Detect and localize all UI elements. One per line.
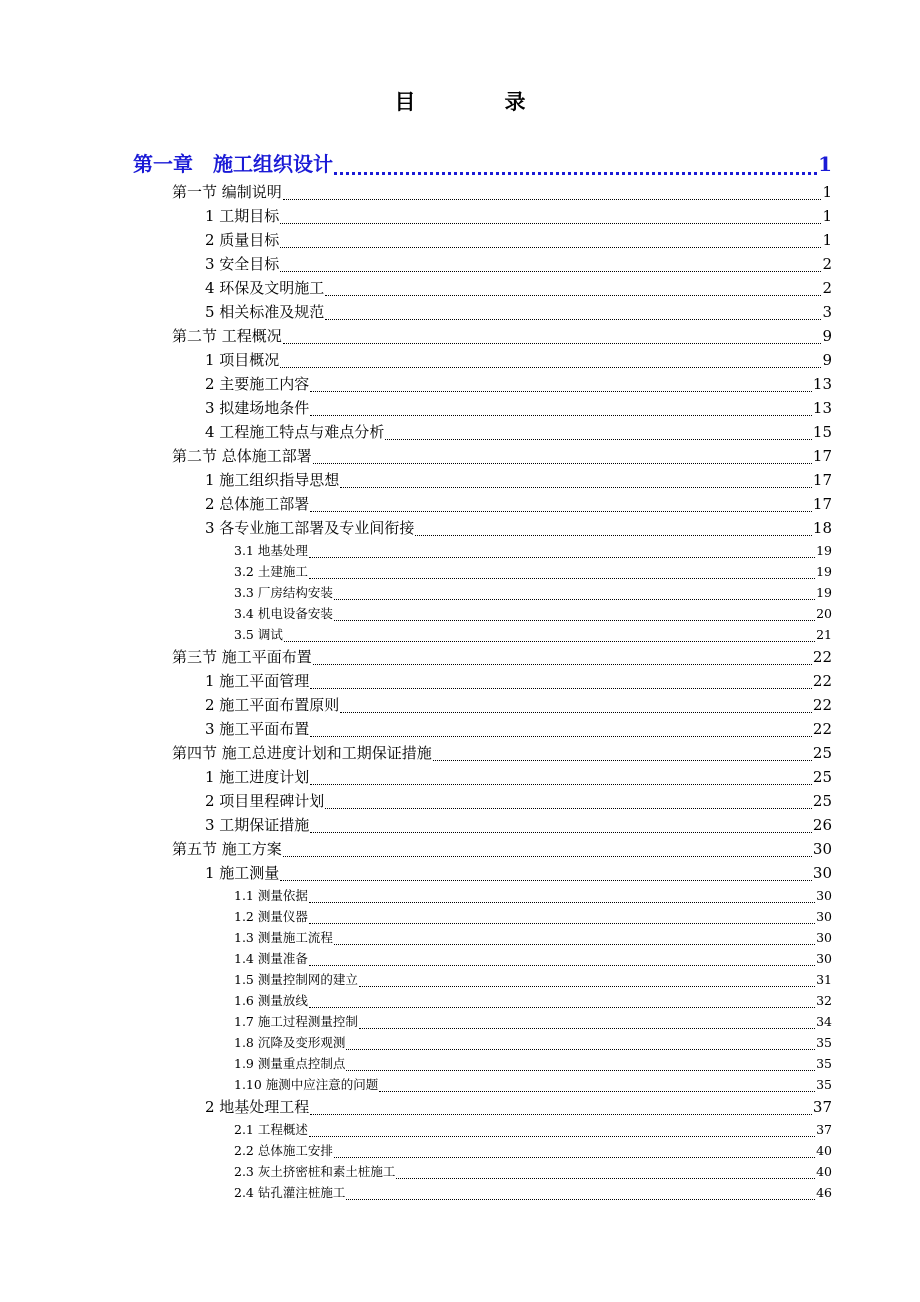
toc-entry-page: 30 xyxy=(816,909,832,924)
toc-entry-label: 1 施工平面管理 xyxy=(205,672,310,690)
toc-entry-level-2[interactable] xyxy=(205,276,832,300)
toc-entry-level-2[interactable] xyxy=(205,252,832,276)
toc-entry-page: 13 xyxy=(812,399,832,417)
toc-entry-label: 1.4 测量准备 xyxy=(234,951,308,966)
toc-dot-leader xyxy=(346,1198,815,1200)
toc-entry-level-3[interactable] xyxy=(234,1011,832,1032)
toc-entry-label: 5 相关标准及规范 xyxy=(205,303,325,321)
toc-entry-label: 3.2 土建施工 xyxy=(234,564,308,579)
toc-entry-level-1[interactable] xyxy=(172,741,832,765)
toc-entry-level-2[interactable] xyxy=(205,669,832,693)
toc-entry-label: 2 施工平面布置原则 xyxy=(205,696,340,714)
toc-entry-label: 1 施工组织指导思想 xyxy=(205,471,340,489)
toc-entry-level-3[interactable] xyxy=(234,1119,832,1140)
toc-entry-level-2[interactable] xyxy=(205,813,832,837)
toc-entry-level-3[interactable] xyxy=(234,603,832,624)
toc-entry-page: 30 xyxy=(816,888,832,903)
toc-entry-label: 4 环保及文明施工 xyxy=(205,279,325,297)
toc-dot-leader xyxy=(280,270,821,272)
toc-dot-leader xyxy=(396,1177,815,1179)
toc-entry-page: 26 xyxy=(812,816,832,834)
toc-dot-leader xyxy=(334,943,815,945)
toc-entry-level-3[interactable] xyxy=(234,624,832,645)
toc-entry-level-3[interactable] xyxy=(234,1032,832,1053)
toc-entry-page: 17 xyxy=(812,471,832,489)
toc-entry-page: 17 xyxy=(812,447,832,465)
toc-dot-leader xyxy=(309,964,815,966)
toc-entry-page: 35 xyxy=(816,1035,832,1050)
toc-entry-page: 19 xyxy=(816,564,832,579)
toc-entry-page: 31 xyxy=(816,972,832,987)
toc-dot-leader xyxy=(309,556,815,558)
toc-entry-label: 1.2 测量仪器 xyxy=(234,909,308,924)
toc-entry-level-3[interactable] xyxy=(234,1182,832,1203)
toc-entry-label: 3 安全目标 xyxy=(205,255,280,273)
toc-entry-page: 46 xyxy=(816,1185,832,1200)
toc-entry-page: 13 xyxy=(812,375,832,393)
toc-entry-level-3[interactable] xyxy=(234,906,832,927)
toc-dot-leader xyxy=(310,510,812,512)
toc-entry-label: 3.5 调试 xyxy=(234,627,283,642)
toc-entry-page: 1 xyxy=(822,183,832,201)
toc-dot-leader xyxy=(359,1027,815,1029)
toc-dot-leader xyxy=(280,246,821,248)
toc-entry-label: 2 地基处理工程 xyxy=(205,1098,310,1116)
toc-entry-level-0[interactable] xyxy=(133,148,832,180)
toc-dot-leader xyxy=(334,619,815,621)
toc-entry-label: 2 主要施工内容 xyxy=(205,375,310,393)
toc-dot-leader xyxy=(313,462,812,464)
toc-entry-level-1[interactable] xyxy=(172,180,832,204)
toc-dot-leader xyxy=(310,831,812,833)
toc-dot-leader xyxy=(309,1135,815,1137)
toc-dot-leader xyxy=(283,198,822,200)
toc-dot-leader xyxy=(313,663,812,665)
toc-entry-label: 第三节 施工平面布置 xyxy=(172,648,312,666)
toc-entry-label: 1 项目概况 xyxy=(205,351,280,369)
toc-entry-label: 2.3 灰土挤密桩和素土桩施工 xyxy=(234,1164,396,1179)
toc-entry-label: 3 各专业施工部署及专业间衔接 xyxy=(205,519,415,537)
toc-dot-leader xyxy=(334,598,815,600)
toc-entry-level-3[interactable] xyxy=(234,540,832,561)
toc-entry-page: 3 xyxy=(822,303,832,321)
toc-entry-page: 32 xyxy=(816,993,832,1008)
toc-entry-level-2[interactable] xyxy=(205,348,832,372)
toc-dot-leader xyxy=(385,438,812,440)
toc-dot-leader xyxy=(359,985,815,987)
toc-entry-page: 37 xyxy=(812,1098,832,1116)
toc-entry-label: 1.5 测量控制网的建立 xyxy=(234,972,358,987)
toc-entry-label: 3 施工平面布置 xyxy=(205,720,310,738)
toc-dot-leader xyxy=(346,1048,815,1050)
toc-dot-leader xyxy=(325,294,821,296)
toc-entry-page: 1 xyxy=(822,207,832,225)
toc-dot-leader xyxy=(340,486,812,488)
toc-entry-level-3[interactable] xyxy=(234,885,832,906)
toc-entry-page: 34 xyxy=(816,1014,832,1029)
toc-entry-label: 1 施工测量 xyxy=(205,864,280,882)
toc-dot-leader xyxy=(334,1156,815,1158)
toc-entry-label: 1.6 测量放线 xyxy=(234,993,308,1008)
toc-entry-level-3[interactable] xyxy=(234,948,832,969)
toc-entry-label: 2.1 工程概述 xyxy=(234,1122,308,1137)
toc-dot-leader xyxy=(433,759,812,761)
toc-dot-leader xyxy=(280,222,821,224)
toc-entry-label: 2 总体施工部署 xyxy=(205,495,310,513)
toc-entry-level-1[interactable] xyxy=(172,645,832,669)
toc-entry-page: 30 xyxy=(812,864,832,882)
toc-dot-leader xyxy=(310,687,812,689)
toc-dot-leader xyxy=(309,1006,815,1008)
toc-entry-page: 2 xyxy=(822,255,832,273)
toc-entry-level-3[interactable] xyxy=(234,927,832,948)
toc-entry-label: 1.7 施工过程测量控制 xyxy=(234,1014,358,1029)
toc-entry-page: 35 xyxy=(816,1056,832,1071)
toc-entry-level-1[interactable] xyxy=(172,837,832,861)
toc-title: 目 录 xyxy=(394,89,560,114)
toc-entry-page: 25 xyxy=(812,744,832,762)
toc-dot-leader xyxy=(280,879,812,881)
toc-entry-level-2[interactable] xyxy=(205,204,832,228)
toc-dot-leader xyxy=(325,807,812,809)
toc-dot-leader xyxy=(309,922,815,924)
toc-entry-level-2[interactable] xyxy=(205,420,832,444)
toc-entry-level-2[interactable] xyxy=(205,861,832,885)
toc-entry-label: 2.4 钻孔灌注桩施工 xyxy=(234,1185,346,1200)
toc-entry-label: 第四节 施工总进度计划和工期保证措施 xyxy=(172,744,432,762)
toc-entry-label: 1 施工进度计划 xyxy=(205,768,310,786)
toc-dot-leader xyxy=(334,171,817,175)
toc-entry-page: 15 xyxy=(812,423,832,441)
toc-entry-label: 2 项目里程碑计划 xyxy=(205,792,325,810)
toc-entry-label: 3 工期保证措施 xyxy=(205,816,310,834)
toc-entry-page: 37 xyxy=(816,1122,832,1137)
toc-dot-leader xyxy=(310,783,812,785)
toc-dot-leader xyxy=(280,366,821,368)
toc-dot-leader xyxy=(310,390,812,392)
toc-entry-level-3[interactable] xyxy=(234,1074,832,1095)
toc-dot-leader xyxy=(325,318,821,320)
toc-entry-page: 2 xyxy=(822,279,832,297)
toc-dot-leader xyxy=(309,577,815,579)
toc-entry-level-1[interactable] xyxy=(172,324,832,348)
toc-entry-level-2[interactable] xyxy=(205,468,832,492)
toc-entry-level-3[interactable] xyxy=(234,561,832,582)
toc-entry-page: 22 xyxy=(812,672,832,690)
toc-entry-page: 30 xyxy=(816,930,832,945)
toc-entry-page: 19 xyxy=(816,585,832,600)
toc-entry-page: 1 xyxy=(818,152,832,176)
toc-entry-level-3[interactable] xyxy=(234,1161,832,1182)
toc-entry-label: 1 工期目标 xyxy=(205,207,280,225)
toc-entry-label: 第一章 施工组织设计 xyxy=(133,152,333,176)
toc-entry-page: 22 xyxy=(812,648,832,666)
toc-entry-level-2[interactable] xyxy=(205,717,832,741)
toc-dot-leader xyxy=(310,735,812,737)
toc-entry-label: 3 拟建场地条件 xyxy=(205,399,310,417)
toc-entry-page: 9 xyxy=(822,351,832,369)
toc-entry-level-3[interactable] xyxy=(234,1053,832,1074)
toc-entry-page: 21 xyxy=(816,627,832,642)
toc-entry-label: 1.1 测量依据 xyxy=(234,888,308,903)
toc-entry-page: 35 xyxy=(816,1077,832,1092)
toc-entry-label: 1.9 测量重点控制点 xyxy=(234,1056,346,1071)
toc-entry-page: 1 xyxy=(822,231,832,249)
toc-entry-label: 第一节 编制说明 xyxy=(172,183,282,201)
toc-entry-label: 4 工程施工特点与难点分析 xyxy=(205,423,385,441)
toc-dot-leader xyxy=(340,711,812,713)
toc-entry-page: 22 xyxy=(812,696,832,714)
toc-entry-level-2[interactable] xyxy=(205,693,832,717)
toc-entry-label: 1.10 施测中应注意的问题 xyxy=(234,1077,379,1092)
toc-entry-page: 40 xyxy=(816,1143,832,1158)
toc-entry-level-2[interactable] xyxy=(205,516,832,540)
toc-entry-label: 第五节 施工方案 xyxy=(172,840,282,858)
toc-entry-label: 2.2 总体施工安排 xyxy=(234,1143,333,1158)
toc-entry-level-2[interactable] xyxy=(205,492,832,516)
toc-entry-label: 3.3 厂房结构安装 xyxy=(234,585,333,600)
toc-entry-level-3[interactable] xyxy=(234,1140,832,1161)
toc-entry-label: 2 质量目标 xyxy=(205,231,280,249)
toc-entry-level-1[interactable] xyxy=(172,444,832,468)
toc-entry-page: 30 xyxy=(812,840,832,858)
toc-entry-label: 1.8 沉降及变形观测 xyxy=(234,1035,346,1050)
toc-entry-label: 1.3 测量施工流程 xyxy=(234,930,333,945)
toc-entry-level-2[interactable] xyxy=(205,372,832,396)
toc-entry-level-2[interactable] xyxy=(205,765,832,789)
toc-dot-leader xyxy=(283,342,822,344)
toc-entry-level-3[interactable] xyxy=(234,582,832,603)
toc-entry-page: 9 xyxy=(822,327,832,345)
toc-dot-leader xyxy=(310,414,812,416)
toc-entry-level-3[interactable] xyxy=(234,969,832,990)
toc-entry-page: 19 xyxy=(816,543,832,558)
toc-entry-page: 30 xyxy=(816,951,832,966)
toc-dot-leader xyxy=(309,901,815,903)
toc-dot-leader xyxy=(310,1113,812,1115)
toc-entry-level-2[interactable] xyxy=(205,396,832,420)
toc-entry-label: 第二节 工程概况 xyxy=(172,327,282,345)
toc-dot-leader xyxy=(283,855,812,857)
toc-entry-label: 3.1 地基处理 xyxy=(234,543,308,558)
toc-dot-leader xyxy=(284,640,815,642)
toc-dot-leader xyxy=(379,1090,815,1092)
toc-entry-level-2[interactable] xyxy=(205,300,832,324)
toc-entry-level-2[interactable] xyxy=(205,228,832,252)
toc-entry-level-3[interactable] xyxy=(234,990,832,1011)
toc-entry-page: 40 xyxy=(816,1164,832,1179)
toc-dot-leader xyxy=(415,534,812,536)
toc-entry-level-2[interactable] xyxy=(205,789,832,813)
toc-entry-page: 18 xyxy=(812,519,832,537)
toc-entry-label: 3.4 机电设备安装 xyxy=(234,606,333,621)
toc-entry-label: 第二节 总体施工部署 xyxy=(172,447,312,465)
toc-dot-leader xyxy=(346,1069,815,1071)
toc-entry-page: 20 xyxy=(816,606,832,621)
toc-entry-level-2[interactable] xyxy=(205,1095,832,1119)
toc-entry-page: 25 xyxy=(812,768,832,786)
toc-entry-page: 22 xyxy=(812,720,832,738)
toc-entry-page: 17 xyxy=(812,495,832,513)
toc-entry-page: 25 xyxy=(812,792,832,810)
